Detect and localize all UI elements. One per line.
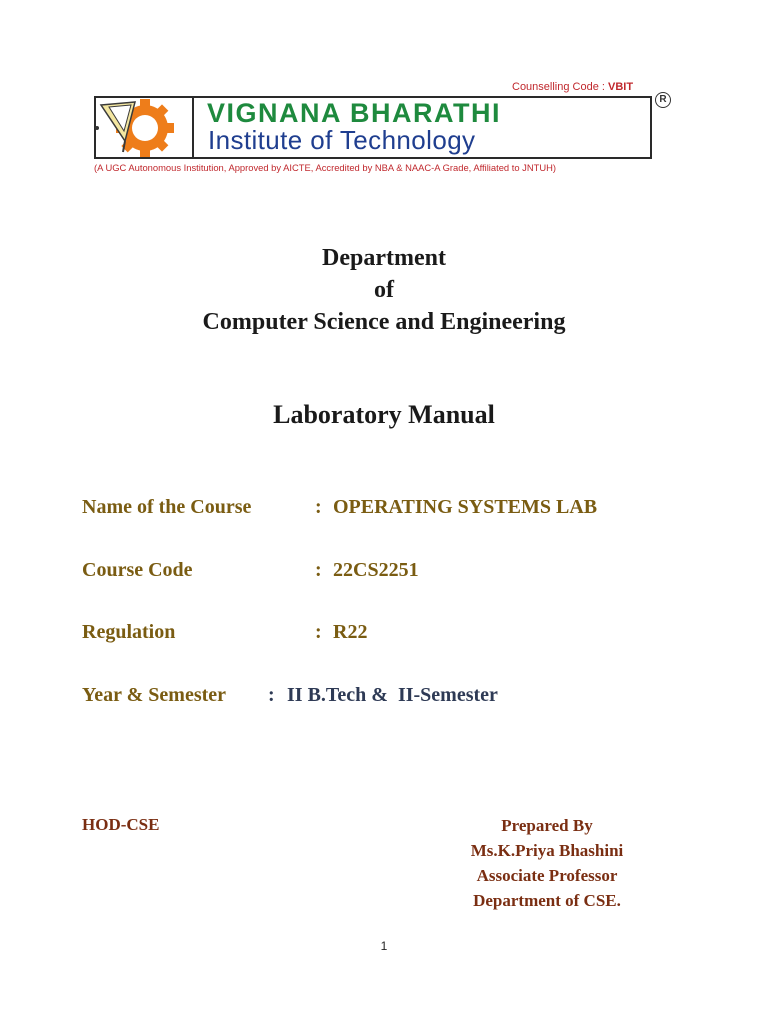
detail-label: Regulation: [82, 621, 176, 643]
lamp-gear-emblem-icon: [95, 97, 185, 158]
author-name: Ms.K.Priya Bhashini: [470, 841, 624, 860]
accreditation-line: (A UGC Autonomous Institution, Approved by AICTE, Accredited by NBA & NAAC-A Grade, Affiliated to JNTUH): [94, 162, 557, 173]
institute-name: VIGNANA BHARATHI: [207, 98, 501, 128]
hod-signature-label: HOD-CSE: [82, 815, 160, 834]
prepared-by-label: Prepared By: [501, 816, 593, 835]
detail-row-course-code: [82, 559, 419, 582]
detail-value: II B.Tech & II-Semester: [287, 684, 498, 706]
detail-separator: :: [315, 621, 322, 643]
detail-separator: :: [315, 496, 322, 518]
institute-subtitle: Institute of Technology: [208, 125, 476, 155]
department-heading: [0, 242, 768, 338]
manual-title: Laboratory Manual: [273, 400, 495, 429]
detail-label: Name of the Course: [82, 496, 252, 518]
prepared-by-block: [430, 813, 664, 913]
detail-value: 22CS2251: [333, 559, 419, 581]
detail-value: OPERATING SYSTEMS LAB: [333, 496, 598, 518]
detail-separator: :: [315, 559, 322, 581]
department-line-2: of: [374, 277, 394, 303]
detail-label: Year & Semester: [82, 684, 227, 706]
department-line-1: Department: [322, 245, 446, 271]
detail-label: Course Code: [82, 559, 193, 581]
detail-value: R22: [333, 621, 368, 643]
counselling-value: VBIT: [608, 81, 634, 93]
detail-row-course-name: [82, 496, 598, 519]
logo-divider: [192, 96, 194, 159]
detail-row-regulation: [82, 621, 368, 644]
detail-row-year-semester: [82, 684, 498, 707]
detail-separator: :: [268, 684, 275, 706]
counselling-label: Counselling Code :: [512, 81, 609, 93]
department-line-3: Computer Science and Engineering: [202, 309, 566, 335]
author-department: Department of CSE.: [473, 891, 621, 910]
counselling-code: [512, 81, 633, 93]
page-number: 1: [380, 939, 388, 953]
registered-trademark-icon: R: [655, 92, 671, 108]
author-designation: Associate Professor: [476, 866, 618, 885]
